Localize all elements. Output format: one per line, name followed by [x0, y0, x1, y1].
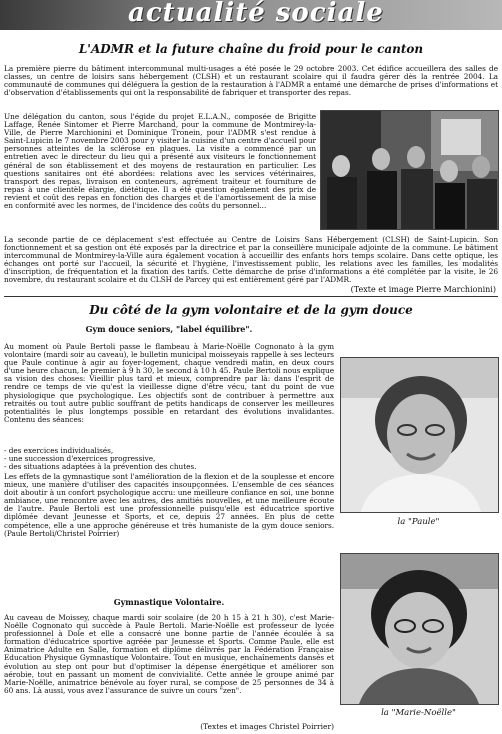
article-body: Une délégation du canton, sous l'égide du projet E.L.A.N., composée de Brigitte Laffage, Renée Sintomer et Pierre Marchand, pour la commune de Montmirey-la-Ville, de Pierre Marchionini et Dominique Tronein, pour l'ADMR s'est rendue à Saint-Lupicin le 7 novembre 2003 pour y visiter la cuisine d'un centre d'accueil pour personnes atteintes de la sclérose en plaques. La visite a commencé par un entretien avec le directeur du lieu qui a présenté aux visiteurs le fonctionnement général de son établissement et des moyens de restauration en particulier. Les questions sanitaires ont été abordées: relations avec les services vétérinaires, transport des repas, livraison en conteneurs, agrément traiteur et fourniture de repas à une clientèle élargie, diététique. Il a été question également des prix de revient et coût des repas en fonction des charges et de l'amortissement de la mise en conformité avec les normes, de l'incidence des coûts du personnel... [4, 113, 316, 211]
caption-marie-noelle: la "Marie-Noëlle" [381, 708, 456, 718]
subheading-gym-douce: Gym douce seniors, "label équilibre". [85, 324, 253, 334]
list-item: - des situations adaptées à la prévention des chutes. [4, 462, 197, 472]
portrait-paule-photo [340, 357, 499, 513]
article-credit-gym: (Textes et images Christel Poirrier) [200, 722, 334, 731]
article-credit-admr: (Texte et image Pierre Marchionini) [350, 285, 496, 294]
session-content-list [4, 447, 334, 471]
gym-douce-text: Au moment où Paule Bertoli passe le flambeau à Marie-Noëlle Cognonato à la gym volontaire (mardi soir au caveau), le bulletin municipal moisseyais rappelle à ses lecteurs que Paule continue à agir au foyer-logement, chaque vendredi matin, en deux cours d'une heure chacun, le premier à 9 h 30, le second à 10 h 45. Paule Bertoli nous explique sa vision des choses: Vieillir plus tard et mieux, comprendre par là: dans l'esprit de rendre ce temps de vie qu'est la vieillesse digne d'être vécu, tant du point de vue physiologique que psychologique. Les objectifs sont de contribuer à permettre aux retraités ou tout autre public souffrant de petits handicaps de conserver les meilleures potentialités le plus longtemps possible en retardant des évolutions invalidantes. Contenu des séances: [4, 342, 334, 424]
portrait-marie-noelle-photo [340, 553, 499, 705]
article-intro: La première pierre du bâtiment intercommunal multi-usages a été posée le 29 octobre 2003. Cet édifice accueillera des salles de classes, un centre de loisirs sans hébergement (CLSH) et un restaurant scolaire qui il faudra gérer dès la rentrée 2004. La communauté de communes qui déléguera la gestion de la restauration à l'ADMR a entamé une démarche de prises d'informations et d'observation d'établissements qui ont la responsabilité de fabriquer et transporter des repas. [4, 64, 498, 98]
article-body-2: La seconde partie de ce déplacement s'est effectuée au Centre de Loisirs Sans Hébergement (CLSH) de Saint-Lupicin. Son fonctionnement et sa gestion ont été exposés par la directrice et par la conseillère municipale adjointe de la commune. Le bâtiment intercommunal de Montmirey-la-Ville aura également vocation à accueillir des enfants hors temps scolaire. Dans cette optique, les échanges ont porté sur l'accueil, la sécurité et l'hygiène, l'investissement public, les relations avec les familles, les modalités d'inscription, de fréquentation et la fixation des tarifs. Cette démarche de prise d'informations a été complétée par la visite, le 26 novembre, du restaurant scolaire et du CLSH de Parcey qui est entièrement géré par l'ADMR. [4, 235, 498, 285]
subheading-gym-volontaire: Gymnastique Volontaire. [113, 597, 225, 607]
section-banner [0, 0, 502, 30]
gym-douce-text-2: Les effets de la gymnastique sont l'amélioration de la flexion et de la souplesse et encore mieux, une manière d'utiliser des capacités insoupçonnées. L'ensemble de ces séances doit aboutir à un confort psychologique accru: une meilleure confiance en soi, une bonne ambiance, une rencontre avec les autres, des amitiés nouvelles, et une meilleure écoute de l'autre. Paule Bertoli est une professionnelle puisqu'elle est éducatrice sportive diplômée devant Jeunesse et Sports, et ce, depuis 27 années. En plus de cette compétence, elle a une approche généreuse et très humaniste de la gym douce seniors. (Paule Bertoli/Christel Poirrier) [4, 472, 334, 538]
list-item: - des exercices individualisés, [4, 446, 114, 455]
delegation-photo [320, 110, 499, 230]
gym-volontaire-text: Au caveau de Moissey, chaque mardi soir scolaire (de 20 h 15 à 21 h 30), c'est Marie-Noëlle Cognonato qui succède à Paule Bertoli. Marie-Noëlle est professeur de lycée professionnel à Dole et elle a consacré une bonne partie de l'année écoulée à sa formation d'éducatrice sportive agréée par Jeunesse et Sports. Comme Paule, elle est Animatrice Adulte en Salle, formation et diplôme délivrés par la Fédération Française Education Physique Gymnastique Volontaire. Tout en musique, enchaînements dansés et évolution au step ont pour but d'optimiser la dépense énergétique et améliorer son aérobie, tout en passant un moment de convivialité. Cette année le groupe animé par Marie-Noëlle, animatrice bénévole au foyer rural, se compose de 25 personnes de 34 à 60 ans. Là aussi, vous avez l'assurance de suivre un cours "zen". [4, 613, 334, 695]
article-title-gym: Du côté de la gym volontaire et de la gym douce [89, 303, 413, 317]
caption-paule: la "Paule" [397, 517, 440, 527]
list-item: - une succession d'exercices progressive, [4, 454, 156, 464]
section-title: actualité sociale [128, 0, 384, 28]
article-title-admr: L'ADMR et la future chaîne du froid pour le canton [78, 42, 424, 56]
divider [4, 296, 498, 297]
